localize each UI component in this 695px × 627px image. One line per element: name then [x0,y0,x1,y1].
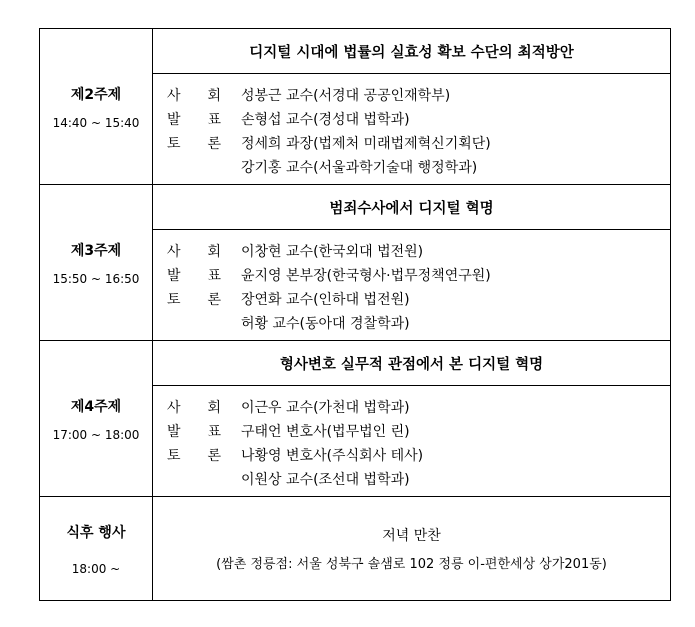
role-char: 회 [207,400,221,416]
session-label: 제3주제 [70,242,122,259]
session-people [153,230,670,336]
session-row [40,341,671,497]
role-char: 표 [207,424,221,440]
role-char: 발 [167,112,181,128]
session-detail-cell [153,341,671,497]
role-char: 론 [207,448,221,464]
role-column [167,396,239,492]
role-column [167,240,239,336]
role-moderator [167,396,221,420]
role-column [167,84,239,180]
session-time: 15:50 ~ 16:50 [52,271,140,286]
dinner-venue: (쌈촌 정릉점: 서울 성북구 솔샘로 102 정릉 이-편한세상 상가201동) [216,557,607,572]
session-theme: 디지털 시대에 법률의 실효성 확보 수단의 최적방안 [153,33,670,74]
name-column [239,240,491,336]
role-char: 토 [167,292,181,308]
role-char: 사 [167,400,181,416]
discussant-name: 이원상 교수(조선대 법학과) [241,472,410,488]
session-row [40,29,671,185]
dinner-title: 저녁 만찬 [382,528,441,544]
session-label: 제4주제 [70,398,122,415]
session-time: 14:40 ~ 15:40 [52,115,140,130]
moderator-name: 성봉근 교수(서경대 공공인재학부) [241,88,451,104]
role-discussant [167,132,221,156]
session-info-cell [40,185,153,341]
role-char: 토 [167,136,181,152]
role-char: 표 [207,268,221,284]
session-row [40,185,671,341]
session-theme: 범죄수사에서 디지털 혁명 [153,189,670,230]
presenter-name: 손형섭 교수(경성대 법학과) [241,112,410,128]
role-char: 토 [167,448,181,464]
role-char: 표 [207,112,221,128]
name-column [239,84,491,180]
dinner-time: 18:00 ~ [71,561,121,576]
discussant-name: 나황영 변호사(주식회사 테사) [241,448,424,464]
discussant-name: 장연화 교수(인하대 법전원) [241,292,410,308]
role-moderator [167,84,221,108]
discussant-name: 정세희 과장(법제처 미래법제혁신기획단) [241,136,491,152]
session-label: 제2주제 [70,86,122,103]
session-people [153,386,670,492]
role-char: 사 [167,88,181,104]
role-moderator [167,240,221,264]
session-info-cell [40,29,153,185]
presenter-name: 윤지영 본부장(한국형사·법무정책연구원) [241,268,491,284]
session-info-cell [40,341,153,497]
session-theme: 형사변호 실무적 관점에서 본 디지털 혁명 [153,345,670,386]
session-time: 17:00 ~ 18:00 [52,427,140,442]
role-char: 회 [207,244,221,260]
role-char: 발 [167,424,181,440]
session-people [153,74,670,180]
discussant-name: 허황 교수(동아대 경찰학과) [241,316,410,332]
role-discussant [167,288,221,312]
dinner-info-cell [40,497,153,601]
role-char: 론 [207,136,221,152]
role-char: 사 [167,244,181,260]
schedule-table [39,28,671,601]
name-column [239,396,423,492]
session-detail-cell [153,185,671,341]
role-char: 회 [207,88,221,104]
moderator-name: 이창현 교수(한국외대 법전원) [241,244,424,260]
role-char: 발 [167,268,181,284]
presenter-name: 구태언 변호사(법무법인 린) [241,424,410,440]
dinner-detail-cell [153,497,671,601]
dinner-label: 식후 행사 [66,524,126,541]
role-char: 론 [207,292,221,308]
role-presenter [167,108,221,132]
discussant-name: 강기홍 교수(서울과학기술대 행정학과) [241,160,478,176]
dinner-row [40,497,671,601]
role-discussant [167,444,221,468]
role-presenter [167,264,221,288]
role-presenter [167,420,221,444]
session-detail-cell [153,29,671,185]
moderator-name: 이근우 교수(가천대 법학과) [241,400,410,416]
